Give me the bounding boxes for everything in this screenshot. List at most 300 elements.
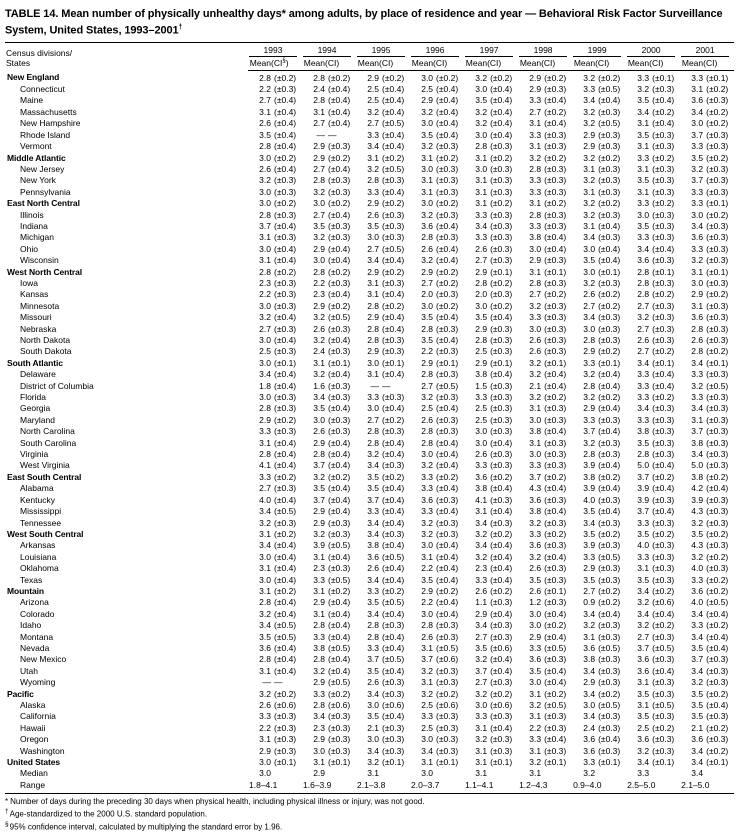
cell-mean: 2.5	[367, 84, 380, 95]
cell-mean: 2.9	[313, 506, 326, 517]
cell-mean: 3.1	[475, 198, 488, 209]
table-row	[5, 780, 734, 793]
cell-ci: (±0.4)	[490, 483, 513, 494]
cell-mean: 3.2	[259, 608, 271, 619]
cell-mean: 3.2	[421, 528, 434, 539]
cell-ci: (±0.4)	[490, 312, 513, 323]
cell-mean: 2.4	[313, 346, 326, 357]
cell-ci: (±0.3)	[706, 163, 729, 174]
cell-mean: 2.6	[475, 585, 488, 596]
cell-mean: 3.0	[259, 768, 271, 779]
cell-ci: (±0.4)	[598, 506, 621, 517]
cell-ci: (±0.3)	[652, 517, 675, 528]
cell-ci: (±0.3)	[706, 243, 729, 254]
cell-range: 2.5–5.0	[626, 780, 680, 793]
cell-ci: (±0.2)	[490, 277, 513, 288]
cell-ci: (±0.3)	[598, 186, 621, 197]
cell-ci: (±0.3)	[436, 186, 459, 197]
cell-ci: (±0.3)	[436, 734, 459, 745]
cell-mean: 2.6	[421, 243, 434, 254]
cell-ci: (±0.3)	[436, 620, 459, 631]
cell-mean: 2.8	[529, 163, 542, 174]
table-row	[5, 312, 734, 323]
cell-mean: 3.5	[475, 312, 488, 323]
cell-mean: 3.1	[421, 175, 434, 186]
cell-ci: (±0.4)	[328, 437, 351, 448]
cell-mean: 3.3	[637, 380, 650, 391]
cell-mean: 3.6	[583, 745, 596, 756]
cell-ci: (±0.3)	[598, 323, 621, 334]
cell-ci: (±0.3)	[382, 460, 405, 471]
cell-mean: 3.5	[691, 642, 704, 653]
cell-ci: (±0.3)	[490, 289, 513, 300]
cell-mean: 3.1	[367, 277, 380, 288]
cell-mean: 3.0	[529, 323, 542, 334]
cell-mean: 3.4	[691, 631, 704, 642]
cell-ci: (±0.4)	[544, 118, 567, 129]
cell-mean: 3.1	[637, 700, 650, 710]
cell-mean: 2.8	[259, 141, 271, 152]
cell-mean: 2.9	[259, 745, 271, 756]
cell-ci: (±0.4)	[598, 608, 621, 619]
cell-ci: (±0.4)	[328, 597, 351, 608]
cell-mean: 3.6	[475, 471, 488, 482]
cell-ci: (±0.3)	[652, 437, 675, 448]
cell-ci	[649, 768, 680, 779]
table-row	[5, 723, 734, 734]
cell-ci: (±0.4)	[598, 369, 621, 380]
cell-ci: (±0.3)	[328, 414, 351, 425]
cell-ci: (±0.3)	[544, 540, 567, 551]
cell-mean: 2.7	[259, 483, 271, 494]
cell-mean: 2.8	[367, 426, 380, 437]
row-label: Median	[20, 768, 48, 779]
row-label: Ohio	[20, 243, 38, 254]
cell-ci: (±0.4)	[490, 369, 513, 380]
cell-mean: 2.6	[529, 585, 542, 596]
cell-ci: (±0.4)	[436, 597, 459, 608]
table-row	[5, 232, 734, 243]
cell-ci: (±0.3)	[328, 232, 351, 243]
cell-mean: 2.0	[475, 289, 488, 300]
cell-mean: 3.1	[313, 357, 326, 368]
cell-ci: (±0.3)	[436, 414, 459, 425]
cell-ci: (±0.4)	[706, 608, 729, 619]
cell-mean: 3.8	[583, 654, 596, 665]
cell-ci: (±0.2)	[652, 152, 675, 163]
cell-mean: 3.9	[637, 494, 650, 505]
cell-mean: 2.9	[313, 517, 326, 528]
cell-ci: (±0.3)	[436, 232, 459, 243]
cell-mean: 3.5	[421, 335, 434, 345]
cell-mean: 3.2	[637, 620, 650, 631]
cell-ci: (±0.3)	[436, 141, 459, 152]
row-label: New Mexico	[20, 654, 67, 665]
cell-mean: 2.6	[637, 335, 650, 345]
cell-mean: 3.7	[637, 506, 650, 517]
cell-ci: (±0.1)	[544, 757, 567, 768]
cell-ci: (±0.3)	[382, 175, 405, 186]
cell-ci: (±0.4)	[490, 95, 513, 106]
cell-mean: 3.2	[313, 186, 326, 197]
cell-mean: 3.1	[637, 677, 650, 688]
cell-mean: 3.2	[421, 106, 434, 117]
cell-ci: (±0.4)	[382, 608, 405, 619]
cell-ci: (±0.3)	[706, 220, 729, 231]
cell-mean: 4.0	[691, 597, 704, 608]
row-label: Washington	[20, 745, 65, 756]
cell-ci: (±0.4)	[436, 563, 459, 574]
cell-mean: 3.3	[475, 711, 488, 722]
cell-mean: 3.1	[259, 232, 271, 243]
cell-ci: (±0.1)	[706, 198, 729, 209]
cell-ci: (±0.2)	[706, 152, 729, 163]
footnote-age-standardized	[5, 807, 737, 820]
cell-mean: 3.3	[367, 129, 380, 140]
cell-ci: (±0.1)	[490, 266, 513, 277]
table-row	[5, 529, 734, 540]
cell-mean: 2.9	[313, 243, 326, 254]
cell-mean: 3.4	[691, 757, 704, 768]
ci-column-header: (CI)	[379, 57, 410, 71]
cell-mean: 2.7	[367, 118, 380, 129]
cell-mean: 3.4	[691, 745, 704, 756]
cell-mean: 3.2	[313, 232, 326, 243]
cell-mean: 2.8	[637, 266, 650, 277]
cell-mean: 2.9	[367, 266, 380, 277]
cell-ci: (±0.1)	[706, 357, 729, 368]
cell-ci: (±0.4)	[274, 437, 297, 448]
cell-ci: (±0.3)	[652, 335, 675, 345]
cell-mean: 2.9	[583, 403, 596, 414]
cell-mean: 3.3	[691, 574, 704, 585]
cell-ci: (±0.3)	[598, 437, 621, 448]
cell-ci: (±0.3)	[706, 460, 729, 471]
cell-mean: 2.5	[637, 722, 650, 733]
ci-column-header: (CI§)	[271, 57, 302, 71]
cell-ci: (±0.3)	[328, 380, 351, 391]
cell-mean: 3.5	[691, 700, 704, 710]
cell-mean: 3.2	[583, 175, 596, 186]
cell-ci: (±0.4)	[274, 563, 297, 574]
cell-mean: 3.5	[421, 574, 434, 585]
cell-mean: 3.0	[421, 608, 434, 619]
cell-mean: 2.9	[421, 95, 434, 106]
cell-mean: 2.9	[313, 597, 326, 608]
cell-mean: 2.8	[259, 72, 271, 83]
cell-ci: (±0.3)	[598, 414, 621, 425]
cell-mean: 3.2	[475, 551, 488, 562]
cell-mean: 2.7	[637, 300, 650, 311]
cell-ci: (±0.5)	[544, 700, 567, 710]
table-row	[5, 255, 734, 266]
row-label: Oklahoma	[20, 563, 59, 574]
cell-ci: (±0.3)	[436, 392, 459, 403]
cell-mean: 3.3	[529, 129, 542, 140]
cell-mean: 3.3	[529, 175, 542, 186]
cell-ci: (±0.3)	[652, 711, 675, 722]
cell-ci: (±0.2)	[274, 585, 297, 596]
cell-mean: 3.6	[421, 220, 434, 231]
cell-ci: (±0.4)	[328, 369, 351, 380]
cell-ci: (±0.4)	[382, 506, 405, 517]
cell-mean: 2.9	[313, 768, 326, 779]
cell-mean: 3.8	[529, 426, 542, 437]
cell-mean: 2.6	[259, 163, 271, 174]
cell-ci: (±0.2)	[436, 688, 459, 699]
cell-ci: (±0.3)	[436, 346, 459, 357]
cell-mean: 2.4	[583, 722, 596, 733]
cell-mean: 3.4	[583, 95, 596, 106]
cell-ci: (±0.5)	[706, 597, 729, 608]
cell-mean: 3.5	[637, 95, 650, 106]
cell-mean: 3.1	[529, 118, 542, 129]
cell-mean: 3.4	[691, 768, 704, 779]
cell-mean: 2.5	[421, 84, 434, 95]
cell-mean: 3.4	[313, 392, 326, 403]
cell-mean: 3.5	[529, 665, 542, 676]
cell-ci: (±0.3)	[436, 677, 459, 688]
cell-mean: 2.7	[313, 163, 326, 174]
cell-ci: (±0.1)	[328, 357, 351, 368]
cell-ci: (±0.4)	[328, 209, 351, 220]
table-row	[5, 620, 734, 631]
cell-ci: (±0.3)	[436, 209, 459, 220]
cell-ci: (±0.2)	[544, 620, 567, 631]
cell-mean: 3.2	[583, 369, 596, 380]
cell-mean: 2.8	[313, 620, 326, 631]
cell-ci: (±0.3)	[652, 574, 675, 585]
year-label: 1994	[303, 45, 351, 57]
cell-ci: (±0.3)	[706, 665, 729, 676]
cell-mean: 3.3	[583, 357, 596, 368]
cell-ci: (±0.3)	[274, 232, 297, 243]
cell-ci: (±0.4)	[274, 220, 297, 231]
cell-ci: (±0.4)	[706, 483, 729, 494]
cell-ci: (±0.3)	[652, 631, 675, 642]
table-row	[5, 221, 734, 232]
cell-ci: (±0.3)	[652, 426, 675, 437]
cell-mean: 5.0	[637, 460, 650, 471]
cell-ci: (±0.4)	[436, 312, 459, 323]
table-row	[5, 324, 734, 335]
cell-mean: 2.8	[529, 277, 542, 288]
table-row	[5, 483, 734, 494]
cell-mean: 3.3	[637, 414, 650, 425]
cell-mean: 3.6	[529, 494, 542, 505]
cell-ci: (±0.4)	[382, 437, 405, 448]
cell-ci: (±0.2)	[544, 471, 567, 482]
cell-mean: 2.8	[475, 335, 488, 345]
table-row	[5, 449, 734, 460]
cell-mean: 3.7	[529, 471, 542, 482]
cell-mean: 3.3	[529, 528, 542, 539]
table-title	[5, 8, 737, 38]
cell-mean: 3.1	[313, 106, 326, 117]
row-label: Rhode Island	[20, 129, 71, 140]
cell-ci: (±0.4)	[382, 289, 405, 300]
cell-mean: 4.3	[691, 506, 704, 517]
cell-ci: (±0.2)	[328, 471, 351, 482]
cell-mean: 2.8	[421, 232, 434, 243]
cell-mean: 2.8	[421, 369, 434, 380]
row-label: Mountain	[7, 585, 44, 596]
cell-mean: 3.2	[475, 118, 488, 129]
cell-ci: (±0.3)	[382, 688, 405, 699]
cell-ci: (±0.4)	[490, 665, 513, 676]
cell-ci: (±0.3)	[706, 414, 729, 425]
row-label: Minnesota	[20, 300, 60, 311]
cell-mean: 3.8	[367, 540, 380, 551]
footnote-text: Age-standardized to the 2000 U.S. standard population.	[9, 809, 208, 819]
cell-ci: (±0.5)	[598, 642, 621, 653]
cell-ci: (±0.3)	[544, 277, 567, 288]
cell-mean: 3.2	[529, 551, 542, 562]
cell-mean: 3.5	[637, 574, 650, 585]
cell-mean: 2.8	[421, 323, 434, 334]
cell-range: 2.0–3.7	[410, 780, 464, 793]
cell-mean: 2.6	[529, 335, 542, 345]
cell-ci: (±0.3)	[436, 289, 459, 300]
cell-ci: (±0.3)	[598, 106, 621, 117]
table-row	[5, 289, 734, 300]
cell-ci: (±0.3)	[544, 449, 567, 460]
cell-mean: 3.9	[313, 540, 326, 551]
cell-mean: 2.9	[475, 266, 488, 277]
cell-ci: (±0.3)	[328, 277, 351, 288]
cell-ci: (±0.3)	[598, 129, 621, 140]
table-row	[5, 689, 734, 700]
cell-mean: 3.2	[583, 118, 596, 129]
cell-ci: (±0.3)	[490, 175, 513, 186]
cell-mean: 2.9	[259, 414, 271, 425]
cell-ci: (±0.3)	[382, 745, 405, 756]
cell-ci: (±0.3)	[598, 574, 621, 585]
cell-ci: (±0.3)	[328, 346, 351, 357]
cell-ci: (±0.1)	[274, 357, 297, 368]
cell-mean: 3.2	[529, 152, 542, 163]
cell-ci: (±0.3)	[382, 722, 405, 733]
cell-ci: (±0.3)	[652, 277, 675, 288]
cell-mean: 2.8	[367, 437, 380, 448]
cell-ci: (±0.2)	[274, 152, 297, 163]
cell-ci: (±0.3)	[382, 346, 405, 357]
cell-ci: (±0.4)	[328, 403, 351, 414]
cell-ci: (±0.3)	[706, 403, 729, 414]
cell-ci: (±0.2)	[598, 688, 621, 699]
cell-mean: 3.3	[475, 209, 488, 220]
cell-ci: (±0.4)	[490, 437, 513, 448]
cell-mean: 3.3	[637, 232, 650, 243]
cell-mean: 3.2	[583, 72, 596, 83]
cell-ci: (±0.4)	[544, 380, 567, 391]
cell-mean: 3.2	[313, 369, 326, 380]
cell-mean: 3.7	[691, 129, 704, 140]
cell-mean: 2.8	[367, 620, 380, 631]
cell-ci: (±0.4)	[328, 335, 351, 345]
row-label: Illinois	[20, 209, 44, 220]
cell-mean: 3.0	[475, 163, 488, 174]
cell-ci: (±0.4)	[436, 449, 459, 460]
cell-ci: (±0.4)	[274, 312, 297, 323]
cell-ci: (±0.3)	[544, 163, 567, 174]
cell-ci: (±0.3)	[706, 563, 729, 574]
cell-mean: 3.1	[529, 711, 542, 722]
cell-ci: (±0.5)	[544, 642, 567, 653]
cell-mean: 3.3	[367, 392, 380, 403]
cell-ci: (±0.3)	[652, 141, 675, 152]
year-label: 1997	[465, 45, 513, 57]
cell-ci: (±0.5)	[274, 506, 297, 517]
cell-mean: 2.7	[637, 323, 650, 334]
cell-mean: 3.1	[529, 437, 542, 448]
cell-ci: (±0.2)	[652, 528, 675, 539]
cell-ci: (±0.2)	[328, 300, 351, 311]
cell-mean: 3.1	[475, 152, 488, 163]
cell-ci: (±0.4)	[382, 494, 405, 505]
table-row	[5, 586, 734, 597]
cell-mean: 2.9	[475, 608, 488, 619]
cell-ci: (±0.4)	[382, 642, 405, 653]
cell-ci: (±0.4)	[598, 483, 621, 494]
cell-ci: (±0.3)	[652, 209, 675, 220]
cell-ci: (±0.3)	[274, 734, 297, 745]
cell-mean: 2.5	[475, 414, 488, 425]
cell-mean: 3.4	[475, 220, 488, 231]
cell-ci: (±0.3)	[706, 540, 729, 551]
cell-ci: (±0.2)	[652, 198, 675, 209]
cell-ci: (±0.3)	[652, 734, 675, 745]
cell-ci: (±0.4)	[328, 608, 351, 619]
cell-mean: 3.0	[421, 198, 434, 209]
cell-ci: (±0.2)	[274, 72, 297, 83]
cell-ci: (±0.1)	[652, 757, 675, 768]
cell-ci: (±0.2)	[598, 72, 621, 83]
cell-ci: (±0.2)	[706, 745, 729, 756]
row-label: New York	[20, 175, 56, 186]
cell-ci: (±0.4)	[436, 84, 459, 95]
cell-ci: (±0.1)	[490, 357, 513, 368]
cell-mean: 3.0	[421, 768, 434, 779]
cell-mean: 3.2	[259, 517, 271, 528]
cell-mean: 3.3	[637, 198, 650, 209]
cell-mean: 3.1	[583, 163, 596, 174]
cell-ci: (±0.3)	[706, 323, 729, 334]
cell-mean: 2.8	[691, 346, 704, 357]
cell-mean: 2.9	[313, 300, 326, 311]
cell-ci: (±0.2)	[382, 414, 405, 425]
cell-mean: 3.5	[637, 711, 650, 722]
cell-mean: 3.4	[691, 449, 704, 460]
cell-mean: 3.3	[367, 186, 380, 197]
year-header	[464, 42, 518, 57]
ci-section-marker: §	[282, 57, 286, 64]
mean-column-header: Mean	[680, 57, 703, 71]
cell-ci: (±0.3)	[544, 494, 567, 505]
cell-mean: 3.0	[475, 84, 488, 95]
cell-mean: 3.8	[475, 483, 488, 494]
table-row	[5, 141, 734, 152]
cell-ci: (±0.2)	[706, 528, 729, 539]
cell-mean: 2.6	[529, 563, 542, 574]
dagger-marker: †	[5, 808, 9, 816]
cell-mean: 3.2	[637, 84, 650, 95]
cell-mean: 3.1	[637, 118, 650, 129]
cell-ci: (±0.3)	[436, 369, 459, 380]
cell-ci: (±0.4)	[382, 403, 405, 414]
cell-ci: (±0.4)	[274, 642, 297, 653]
cell-ci: (±0.4)	[652, 380, 675, 391]
